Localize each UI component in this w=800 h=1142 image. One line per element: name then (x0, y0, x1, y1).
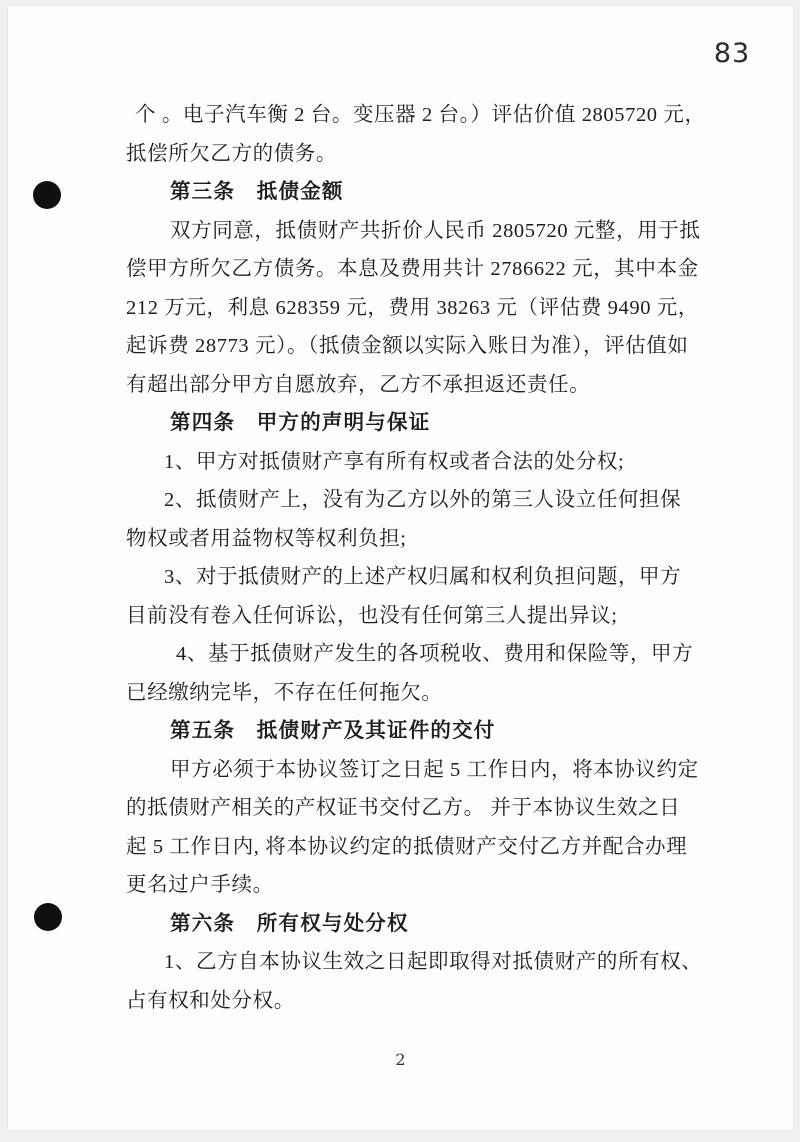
list-item-3: 3、对于抵债财产的上述产权归属和权利负担问题，甲方 (164, 566, 682, 588)
document-page (8, 6, 793, 1130)
text-line: 更名过户手续。 (126, 874, 274, 896)
page-number-corner: 83 (713, 38, 751, 69)
text-line: 双方同意，抵债财产共折价人民币 2805720 元整，用于抵 (170, 219, 701, 242)
text-line: 甲方必须于本协议签订之日起 5 工作日内，将本协议约定 (170, 758, 699, 781)
text-line: 212 万元，利息 628359 元，费用 38263 元（评估费 9490 元， (126, 296, 699, 319)
text-line: 物权或者用益物权等权利负担; (126, 527, 407, 550)
text-line: 起 5 工作日内, 将本协议约定的抵债财产交付乙方并配合办理 (126, 835, 688, 858)
text-line: 有超出部分甲方自愿放弃，乙方不承担返还责任。 (126, 373, 591, 396)
clause-heading-article-3: 第三条 抵债金额 (170, 181, 344, 203)
text-line: 占有权和处分权。 (126, 989, 295, 1012)
punch-hole-top (33, 181, 61, 209)
list-item-1: 1、乙方自本协议生效之日起即取得对抵债财产的所有权、 (164, 951, 703, 973)
text-line: 已经缴纳完毕，不存在任何拖欠。 (126, 681, 443, 704)
text-line: 偿甲方所欠乙方债务。本息及费用共计 2786622 元，其中本金 (126, 258, 699, 280)
list-item-1: 1、甲方对抵债财产享有所有权或者合法的处分权; (164, 450, 625, 473)
clause-heading-article-4: 第四条 甲方的声明与保证 (170, 412, 431, 434)
punch-hole-bottom (34, 903, 62, 931)
clause-heading-article-5: 第五条 抵债财产及其证件的交付 (170, 720, 496, 742)
list-item-2: 2、抵债财产上，没有为乙方以外的第三人设立任何担保 (164, 489, 682, 511)
text-line: 目前没有卷入任何诉讼，也没有任何第三人提出异议; (126, 604, 618, 627)
text-line: 的抵债财产相关的产权证书交付乙方。 并于本协议生效之日 (126, 797, 681, 819)
text-line: 抵偿所欠乙方的债务。 (126, 142, 337, 165)
text-line: 个 。电子汽车衡 2 台。变压器 2 台。）评估价值 2805720 元， (135, 104, 706, 126)
contract-body (126, 96, 722, 1020)
text-line: 起诉费 28773 元）。（抵债金额以实际入账日为准），评估值如 (126, 335, 689, 357)
footer-page-number: 2 (395, 1050, 406, 1069)
clause-heading-article-6: 第六条 所有权与处分权 (170, 912, 409, 935)
list-item-4: 4、基于抵债财产发生的各项税收、费用和保险等，甲方 (176, 643, 694, 665)
